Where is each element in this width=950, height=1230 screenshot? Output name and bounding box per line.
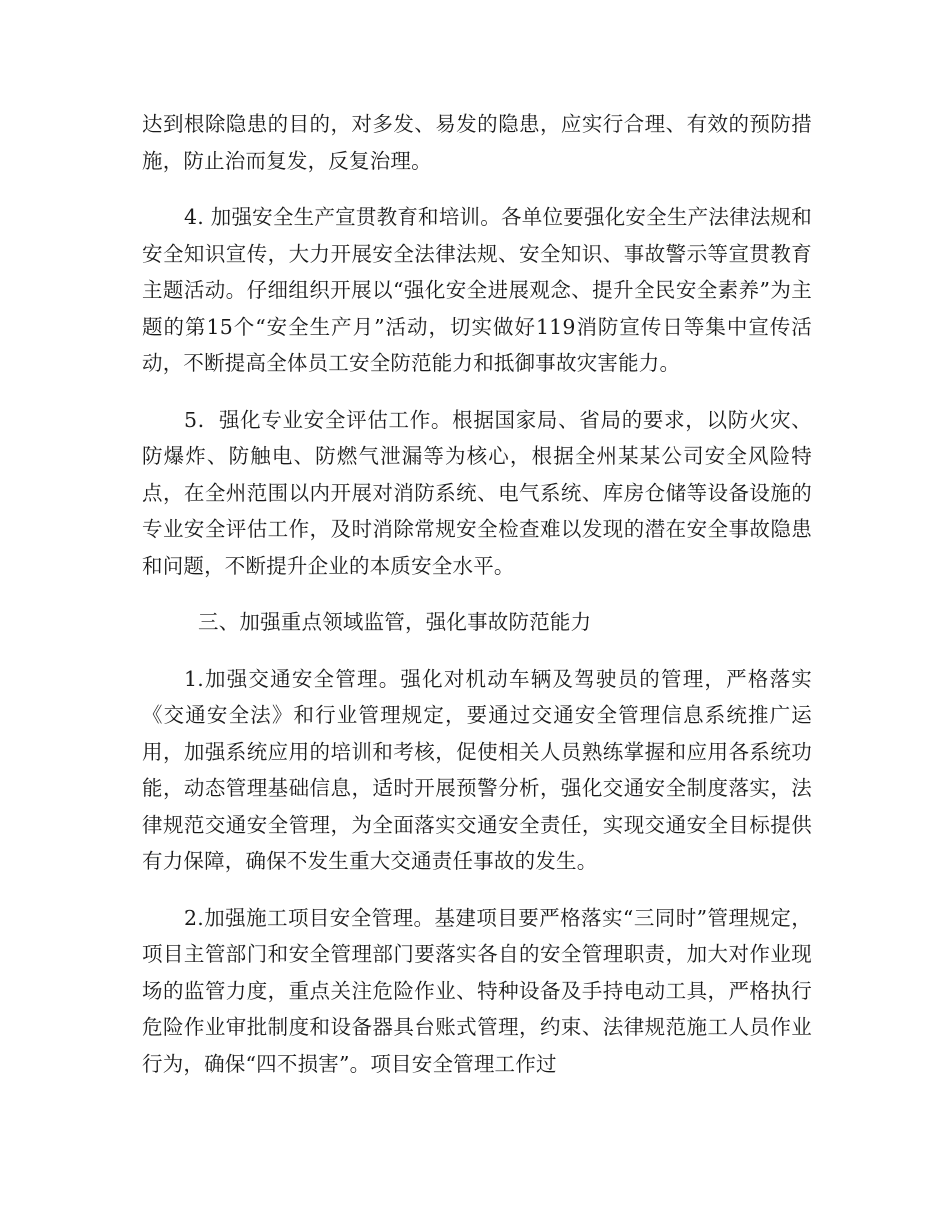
paragraph-section-item-1: 1.加强交通安全管理。强化对机动车辆及驾驶员的管理，严格落实《交通安全法》和行业管理规定，要通过交通安全管理信息系统推广运用，加强系统应用的培训和考核，促使相关人员熟练掌握和应用各系统功能，动态管理基础信息，适时开展预警分析，强化交通安全制度落实，法律规范交通安全管理，为全面落实交通安全责任，实现交通安全目标提供有力保障，确保不发生重大交通责任事故的发生。 bbox=[142, 666, 812, 873]
document-body bbox=[142, 106, 812, 1102]
paragraph-item-4: 4. 加强安全生产宣贯教育和培训。各单位要强化安全生产法律法规和安全知识宣传，大力开展安全法律法规、安全知识、事故警示等宣贯教育主题活动。仔细组织开展以“强化安全进展观念、提升全民安全素养”为主题的第15个“安全生产月”活动，切实做好119消防宣传日等集中宣传活动，不断提高全体员工安全防范能力和抵御事故灾害能力。 bbox=[142, 205, 812, 375]
paragraph-section-item-2: 2.加强施工项目安全管理。基建项目要严格落实“三同时”管理规定，项目主管部门和安全管理部门要落实各自的安全管理职责，加大对作业现场的监管力度，重点关注危险作业、特种设备及手持电动工具，严格执行危险作业审批制度和设备器具台账式管理，约束、法律规范施工人员作业行为，确保“四不损害”。项目安全管理工作过 bbox=[142, 905, 812, 1076]
paragraph-continuation: 达到根除隐患的目的，对多发、易发的隐患，应实行合理、有效的预防措施，防止治而复发，反复治理。 bbox=[142, 112, 812, 173]
section-heading: 三、加强重点领域监管，强化事故防范能力 bbox=[198, 610, 592, 634]
paragraph-item-5: 5．强化专业安全评估工作。根据国家局、省局的要求，以防火灾、防爆炸、防触电、防燃气泄漏等为核心，根据全州某某公司安全风险特点，在全州范围以内开展对消防系统、电气系统、库房仓储等设备设施的专业安全评估工作，及时消除常规安全检查难以发现的潜在安全事故隐患和问题，不断提升企业的本质安全水平。 bbox=[142, 407, 812, 578]
